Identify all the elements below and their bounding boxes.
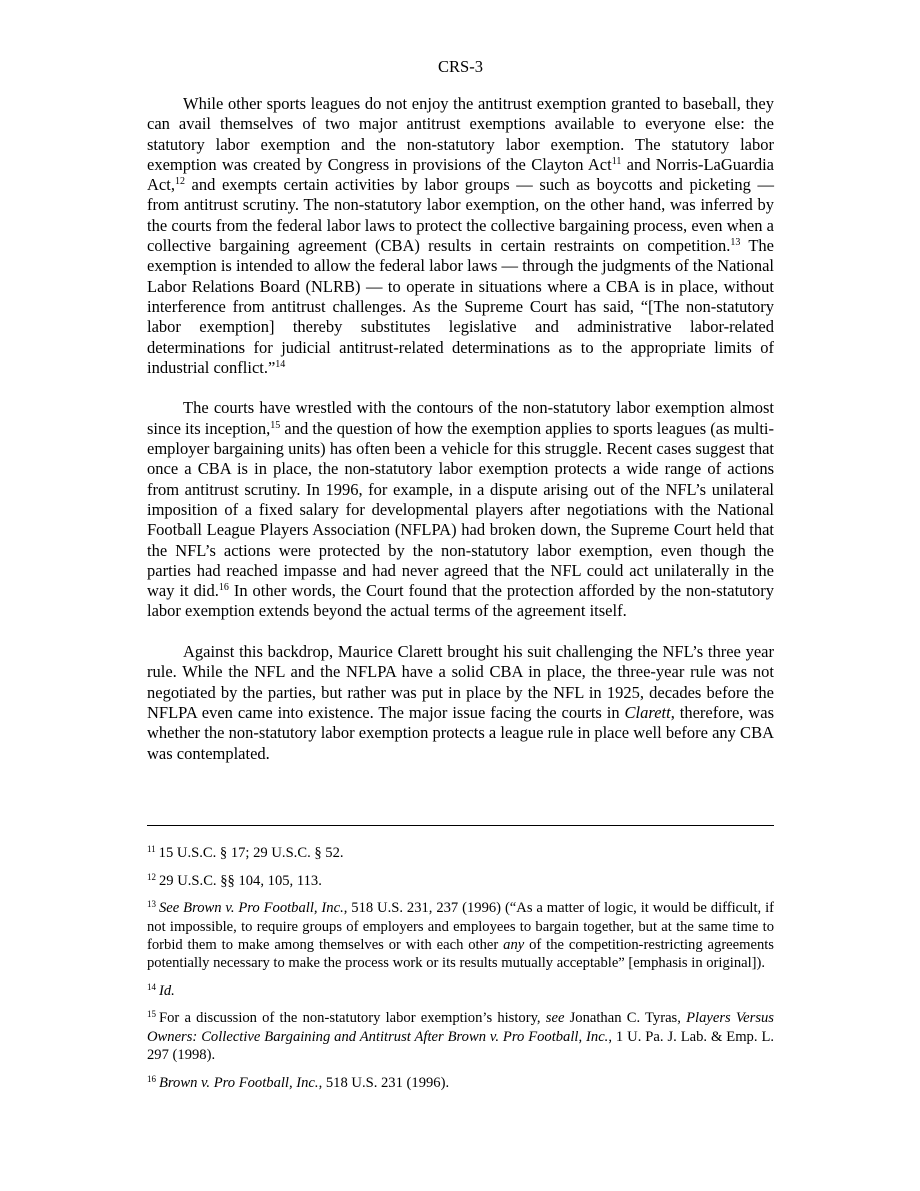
body-text bbox=[147, 94, 774, 784]
footnote-separator bbox=[147, 825, 774, 826]
footnote-italic: Id. bbox=[159, 982, 175, 999]
case-name-italic: Clarett bbox=[624, 702, 671, 722]
footnote-ref-14[interactable]: 14 bbox=[275, 358, 286, 370]
footnote-italic: Brown v. Pro Football, Inc. bbox=[159, 1074, 319, 1091]
paragraph-text: While other sports leagues do not enjoy the antitrust exemption granted to baseball, they can avail themselves of two major antitrust exemptions available to everyone else: the statutory labor exemption and the non-statutory labor exemption. The statutory labor exemption was created by Congress in provisions of the Clayton Act bbox=[147, 94, 774, 174]
paragraph-text: The exemption is intended to allow the federal labor laws — through the judgments of the National Labor Relations Board (NLRB) — to operate in situations where a CBA is in place, without interference from antitrust challenges. As the Supreme Court has said, “[The non-statutory labor exemption] thereby substitutes legislative and administrative labor-related determinations for judicial antitrust-related determinations as to the appropriate limits of industrial conflict.” bbox=[147, 236, 774, 377]
footnote-ref-12[interactable]: 12 bbox=[174, 176, 185, 188]
footnote-ref-13[interactable]: 13 bbox=[730, 237, 741, 249]
paragraph-text: , therefore, was whether the non-statutory labor exemption protects a league rule in place well before any CBA was contemplated. bbox=[147, 702, 775, 763]
paragraph-text: The courts have wrestled with the contours of the non-statutory labor exemption almost since its inception, bbox=[147, 398, 774, 438]
footnote-italic: Players Versus Owners: Collective Bargaining and Antitrust After Brown v. Pro Football, Inc. bbox=[147, 1010, 774, 1045]
footnote-15 bbox=[147, 1009, 774, 1064]
footnote-ref-16[interactable]: 16 bbox=[218, 582, 229, 594]
footnote-text: 29 U.S.C. §§ 104, 105, 113. bbox=[159, 872, 322, 889]
footnote-number: 14 bbox=[147, 981, 156, 992]
footnote-ref-15[interactable]: 15 bbox=[270, 419, 281, 431]
footnote-text: For a discussion of the non-statutory labor exemption’s history, bbox=[159, 1010, 546, 1027]
paragraph-text: In other words, the Court found that the protection afforded by the non-statutory labor exemption extends beyond the actual terms of the agreement itself. bbox=[147, 581, 774, 621]
footnote-number: 15 bbox=[147, 1009, 156, 1020]
footnote-text: , 518 U.S. 231, 237 (1996) (“As a matter of logic, it would be difficult, if not impossible, to require groups of employers and employees to bargain together, but at the same time to forbid them to make among themselves or with each other bbox=[147, 900, 774, 953]
footnote-13 bbox=[147, 899, 774, 972]
footnote-16 bbox=[147, 1074, 774, 1092]
footnote-14 bbox=[147, 982, 774, 1000]
footnote-11 bbox=[147, 844, 774, 862]
footnotes bbox=[147, 844, 774, 1101]
page-header: CRS-3 bbox=[438, 57, 483, 76]
paragraph-text: and exempts certain activities by labor groups — such as boycotts and picketing — from antitrust scrutiny. The non-statutory labor exemption, on the other hand, was inferred by the courts from the federal labor laws to protect the collective bargaining process, even when a collective bargaining agreement (CBA) results in certain restraints on competition. bbox=[147, 175, 774, 256]
footnote-text: of the competition-restricting agreements potentially necessary to make the process work or its results mutually acceptable” [emphasis in original]). bbox=[147, 936, 774, 972]
paragraph-text: and the question of how the exemption applies to sports leagues (as multi-employer bargaining units) has often been a vehicle for this struggle. Recent cases suggest that once a CBA is in place, the non-statutory labor exemption protects a wide range of actions from antitrust scrutiny. In 1996, for example, in a dispute arising out of the NFL’s unilateral imposition of a fixed salary for developmental players after negotiations with the National Football League Players Association (NFLPA) had broken down, the Supreme Court held that the NFL’s actions were protected by the non-statutory labor exemption, even though the parties had reached impasse and had never agreed that the NFL could act unilaterally in the way it did. bbox=[147, 418, 774, 601]
paragraph-text: and Norris-LaGuardia Act, bbox=[147, 154, 774, 195]
paragraph-1 bbox=[147, 94, 774, 378]
paragraph-3 bbox=[147, 642, 774, 764]
footnote-number: 12 bbox=[147, 871, 156, 882]
footnote-text: 15 U.S.C. § 17; 29 U.S.C. § 52. bbox=[158, 845, 344, 861]
footnote-12 bbox=[147, 872, 774, 890]
paragraph-2 bbox=[147, 398, 774, 621]
footnote-number: 13 bbox=[147, 899, 156, 910]
footnote-italic: see bbox=[545, 1010, 565, 1027]
footnote-text: , 1 U. Pa. J. Lab. & Emp. L. 297 (1998). bbox=[147, 1028, 775, 1063]
footnote-text: , 518 U.S. 231 (1996). bbox=[318, 1074, 450, 1091]
footnote-number: 16 bbox=[147, 1073, 156, 1084]
footnote-italic: See Brown v. Pro Football, Inc. bbox=[159, 900, 344, 917]
footnote-italic: any bbox=[503, 936, 525, 953]
footnote-text: Jonathan C. Tyras, bbox=[564, 1010, 687, 1027]
footnote-number: 11 bbox=[147, 844, 156, 854]
paragraph-text: Against this backdrop, Maurice Clarett brought his suit challenging the NFL’s three year rule. While the NFL and the NFLPA have a solid CBA in place, the three-year rule was not negotiated by the parties, but rather was put in place by the NFL in 1925, decades before the NFLPA even came into existence. The major issue facing the courts in bbox=[147, 642, 774, 722]
footnote-ref-11[interactable]: 11 bbox=[611, 155, 622, 167]
